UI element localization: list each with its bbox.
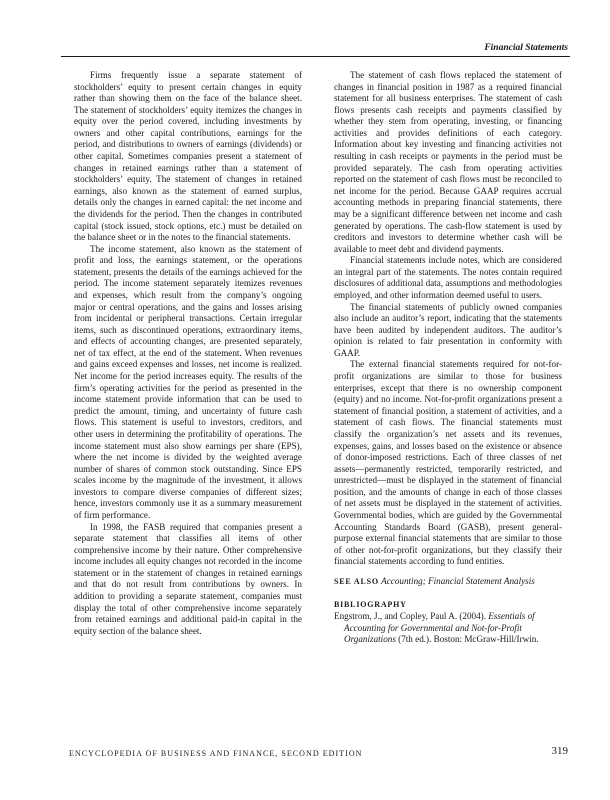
body-paragraph: Firms frequently issue a separate statement of stockholders’ equity to present certain changes in equity rather than showing them on the face of the balance sheet. The statement of stockholders’ equity itemizes the changes in equity over the period covered, including investments by owners and other capital contributions, earnings for the period, and distributions to owners of earnings (dividends) or other capital. Sometimes companies present a statement of changes in retained earnings rather than a statement of stockholders’ equity. The statement of changes in retained earnings, also known as the statement of earned surplus, details only the changes in earned capital: the net income and the dividends for the period. Then the changes in contributed capital (stock issued, stock options, etc.) must be detailed on the balance sheet or in the notes to the financial statements. xyxy=(74,70,302,243)
page-number: 319 xyxy=(551,745,568,757)
see-also-links: Accounting; Financial Statement Analysis xyxy=(381,575,535,586)
bibliography-heading: BIBLIOGRAPHY xyxy=(334,600,407,610)
body-paragraph: The external financial statements required for not-for-profit organizations are similar to those for business enterprises, except that there is no ownership component (equity) and no income. Not-for-profit organizations present a statement of financial position, a statement of activities, and a statement of cash flows. The financial statements must classify the organization’s net assets and its revenues, expenses, gains, and losses based on the existence or absence of donor-imposed restrictions. Each of three classes of net assets—permanently restricted, temporarily restricted, and unrestricted—must be displayed in the statement of financial position, and the amounts of change in each of those classes of net assets must be displayed in the statement of activities. Governmental bodies, which are guided by the Governmental Accounting Standards Board (GASB), present general-purpose external financial statements that are similar to those of other not-for-profit organizations, but they classify their financial statements according to fund entities. xyxy=(334,359,562,567)
body-paragraph: The statement of cash flows replaced the statement of changes in financial position in 1987 as a required financial statement for all business enterprises. The statement of cash flows presents cash receipts and payments classified by whether they stem from operating, investing, or financing activities and provides definitions of each category. Information about key investing and financing activities not resulting in cash receipts or payments in the period must be provided separately. The cash from operating activities reported on the statement of cash flows must be reconciled to net income for the period. Because GAAP requires accrual accounting methods in preparing financial statements, there may be a significant difference between net income and cash generated by operations. The cash-flow statement is used by creditors and investors to determine whether cash will be available to meet debt and dividend payments. xyxy=(334,70,562,254)
running-head: Financial Statements xyxy=(484,43,568,53)
bibliography-authors: Engstrom, J., and Copley, Paul A. (2004). xyxy=(334,611,486,622)
bibliography-entry xyxy=(334,611,562,646)
left-column xyxy=(74,70,302,637)
header-rule xyxy=(61,56,570,57)
body-paragraph: The income statement, also known as the statement of profit and loss, the earnings statement, or the operations statement, presents the details of the earnings achieved for the period. The income statement separately itemizes revenues and expenses, which result from the company’s ongoing major or central operations, and the gains and losses arising from incidental or peripheral transactions. Certain irregular items, such as discontinued operations, extraordinary items, and effects of accounting changes, are presented separately, net of tax effect, at the end of the statement. When revenues and gains exceed expenses and losses, net income is realized. Net income for the period increases equity. The results of the firm’s operating activities for the period as presented in the income statement provide information that can be used to predict the amount, timing, and uncertainty of future cash flows. This statement is useful to investors, creditors, and other users in determining the profitability of operations. The income statement must also show earnings per share (EPS), where the net income is divided by the weighted average number of shares of common stock outstanding. Since EPS scales income by the magnitude of the investment, it allows investors to compare diverse companies of different sizes; hence, investors commonly use it as a summary measurement of firm performance. xyxy=(74,243,302,520)
footer-book-title: ENCYCLOPEDIA OF BUSINESS AND FINANCE, SECOND EDITION xyxy=(69,749,363,758)
bibliography-title: Essentials of Accounting for Governmental and Not-for-Profit Organizations xyxy=(344,611,535,645)
right-column xyxy=(334,70,562,646)
body-paragraph: Financial statements include notes, which are considered an integral part of the statements. The notes contain required disclosures of additional data, assumptions and methodologies employed, and other information deemed useful to users. xyxy=(334,255,562,300)
bibliography-publisher: (7th ed.). Boston: McGraw-Hill/Irwin. xyxy=(398,634,539,645)
see-also-label: SEE ALSO xyxy=(334,576,379,586)
body-paragraph: In 1998, the FASB required that companies present a separate statement that classifies all items of other comprehensive income by their nature. Other comprehensive income includes all equity changes not recorded in the income statement or in the statement of changes in retained earnings and that do not result from contributions by owners. In addition to providing a separate statement, companies must display the total of other comprehensive income separately from retained earnings and additional paid-in capital in the equity section of the balance sheet. xyxy=(74,521,302,636)
see-also xyxy=(334,576,562,588)
body-paragraph: The financial statements of publicly owned companies also include an auditor’s report, indicating that the statements have been audited by independent auditors. The auditor’s opinion is related to fair presentation in conformity with GAAP. xyxy=(334,301,562,358)
